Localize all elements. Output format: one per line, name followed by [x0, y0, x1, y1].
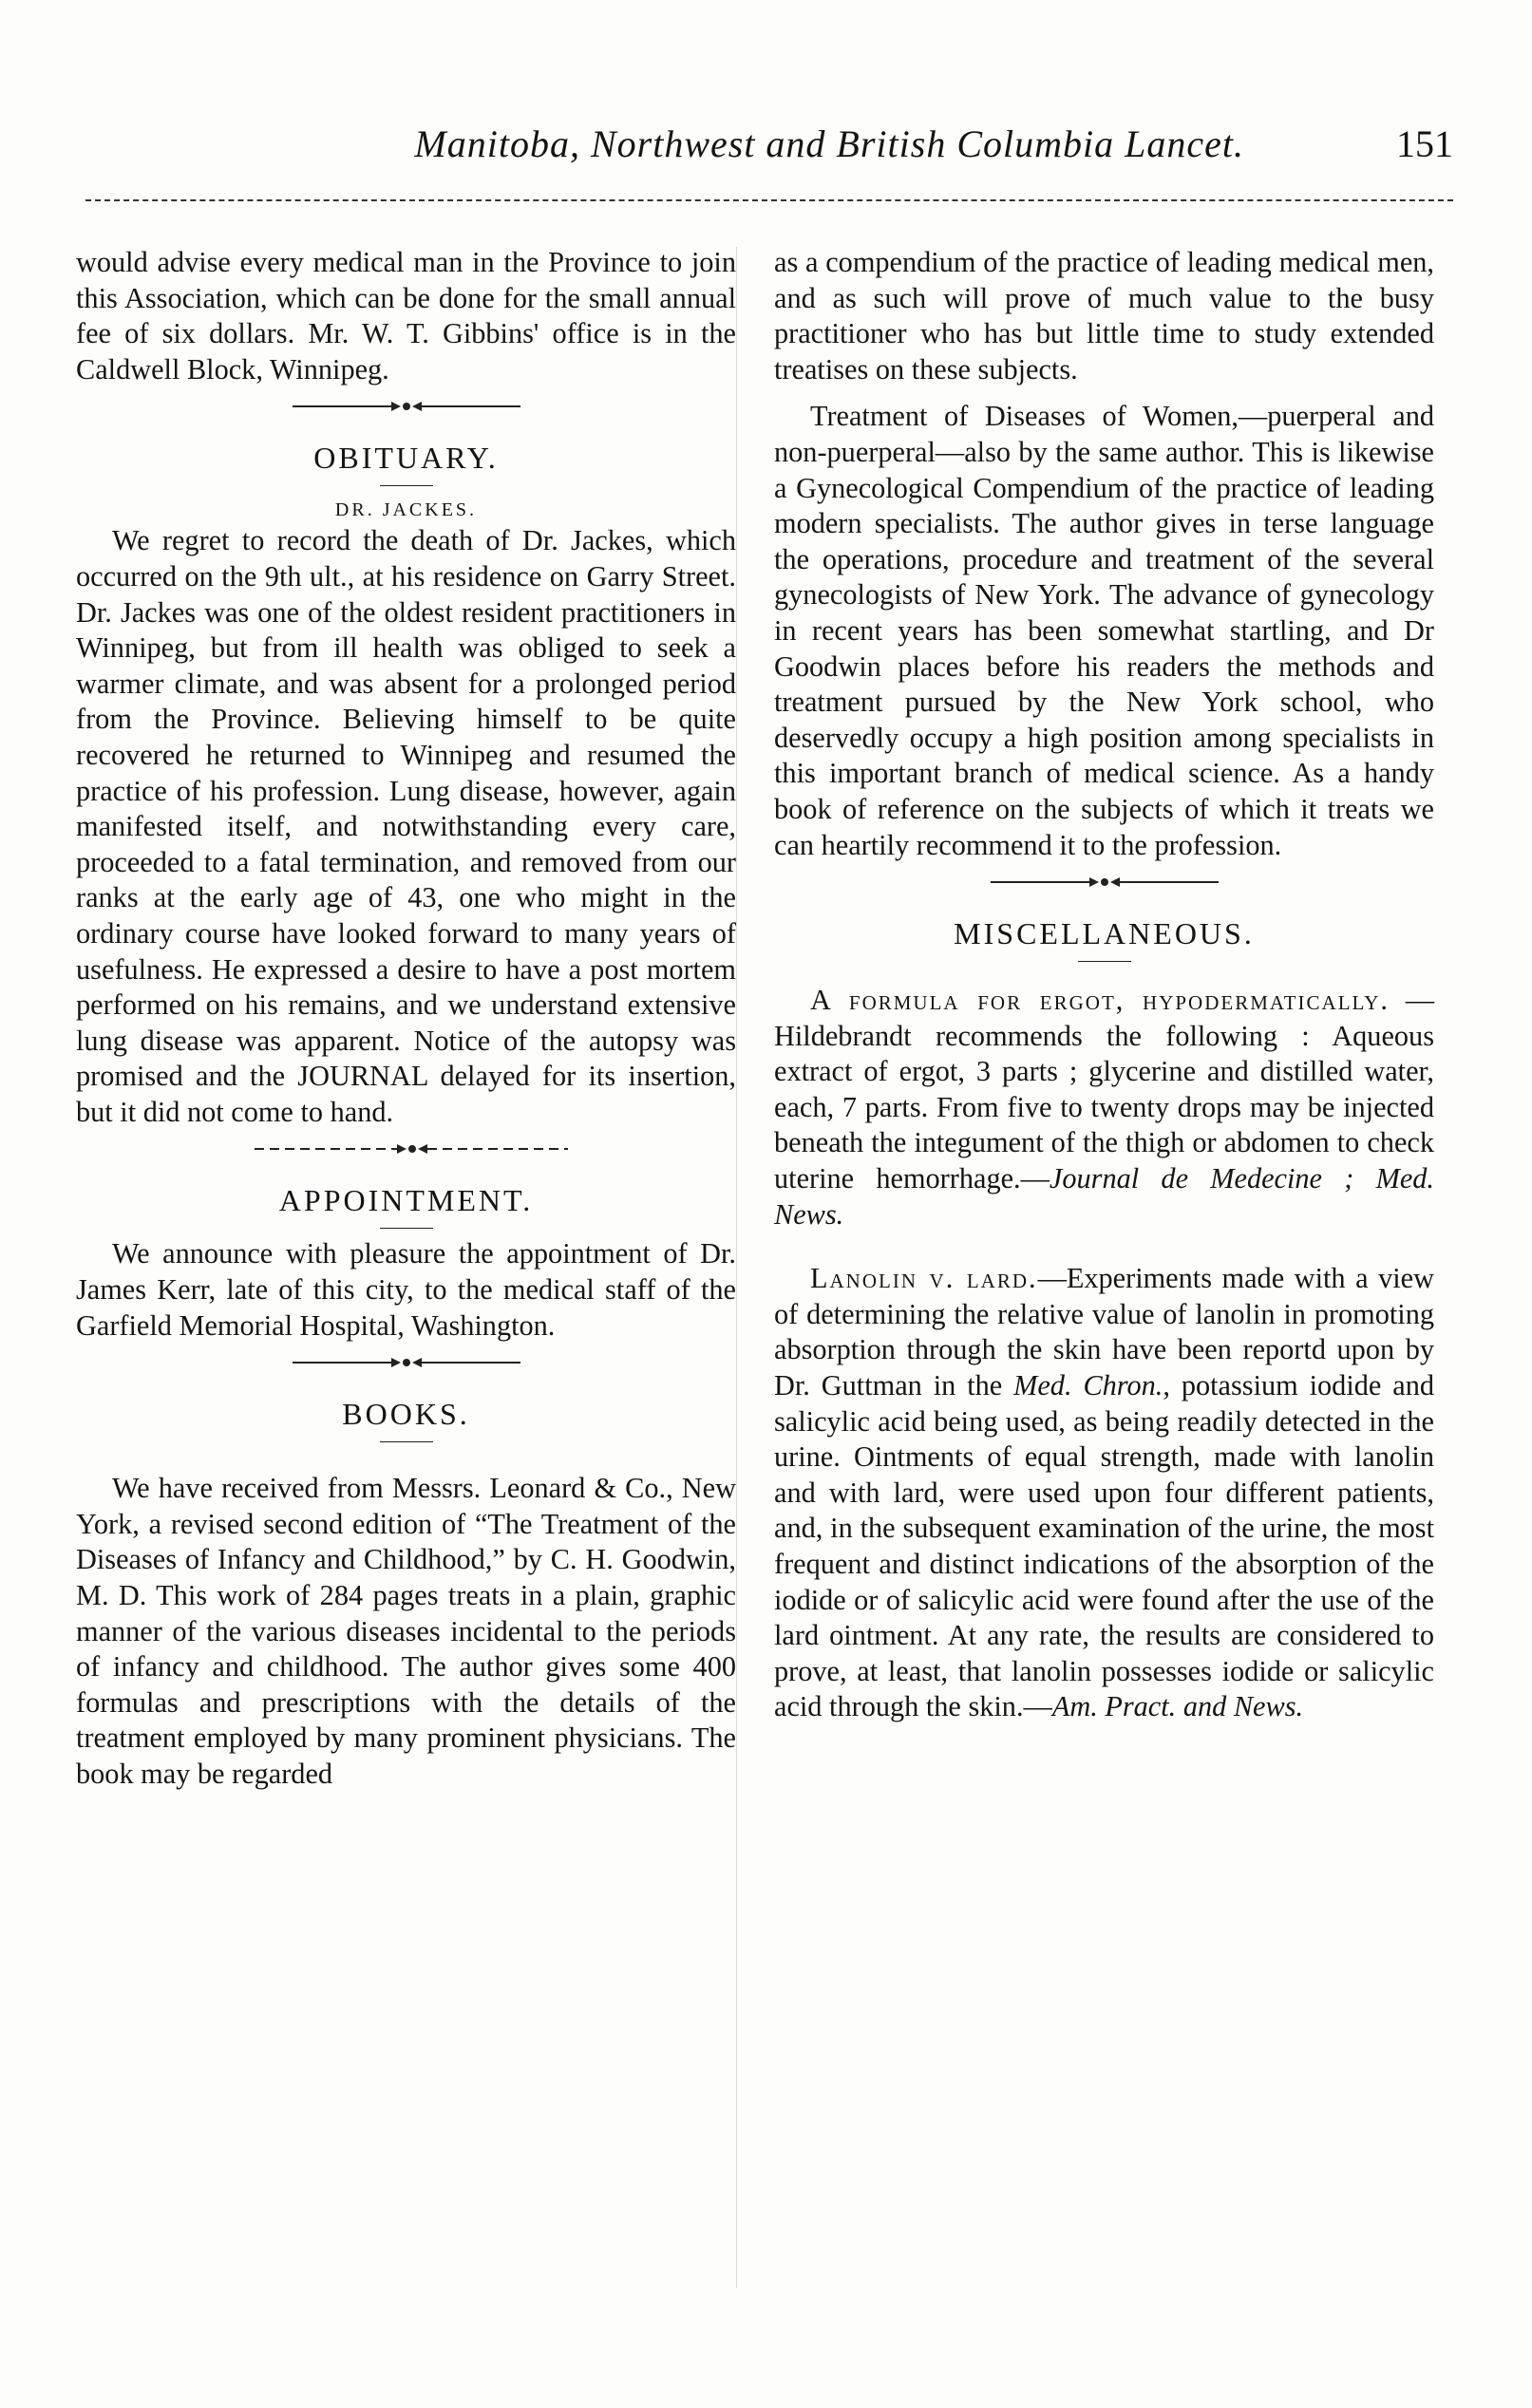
page-number: 151	[1396, 122, 1453, 165]
column-gutter	[736, 247, 737, 2288]
books-heading: BOOKS.	[342, 1397, 470, 1432]
ergot-source: Journal de Medecine ; Med. News.	[774, 1162, 1434, 1231]
ergot-item	[774, 983, 1434, 1232]
obituary-subheading: DR. JACKES.	[334, 499, 478, 521]
womens-diseases-paragraph: Treatment of Diseases of Women,—puerperal and non-puerperal—also by the same author. This is likewise a Gynecological Compendium of the practice of leading modern specialists. The author gives in terse language the operations, procedure and treatment of the several gynecologists of New York. The advance of gynecology in recent years has been somewhat startling, and Dr Goodwin places before his readers the methods and treatment pursued by the New York school, who deservedly occupy a high position among specialists in this important branch of medical science. As a handy book of reference on the subjects of which it treats we can heartily recommend it to the profession.	[774, 400, 1434, 861]
books-continued-paragraph: as a compendium of the practice of leading medical men, and as such will prove of much value to the busy practitioner who has but little time to study extended treatises on these subjects.	[774, 246, 1434, 386]
heading-rule	[380, 1228, 433, 1229]
appointment-heading: APPOINTMENT.	[278, 1183, 534, 1218]
appointment-body: We announce with pleasure the appointment of Dr. James Kerr, late of this city, to the medical staff of the Garfield Memorial Hospital, Washington.	[76, 1237, 736, 1342]
section-ornament	[255, 1353, 558, 1378]
lanolin-item	[774, 1261, 1434, 1725]
page-header	[85, 122, 1453, 188]
lanolin-source: Am. Pract. and News.	[1051, 1690, 1304, 1723]
lanolin-body-continued: , potassium iodide and salicylic acid being used, as being readily detected in the urine. Ointments of equal strength, made with lanolin and with lard, were used upon four different patients, and, in the subsequent examination of the urine, the most frequent and distinct indications of the absorption of the iodide or of salicylic acid were found after the use of the lard ointment. At any rate, the results are considered to prove, at least, that lanolin possesses iodide or salicylic acid through the skin.—	[774, 1369, 1434, 1723]
heading-rule	[1078, 961, 1131, 962]
ergot-title: A formula for ergot, hypodermatically.	[810, 984, 1390, 1017]
miscellaneous-heading: MISCELLANEOUS.	[954, 916, 1255, 951]
left-column	[76, 245, 736, 1793]
lanolin-journal: Med. Chron.	[1013, 1369, 1163, 1402]
section-ornament	[953, 873, 1257, 897]
lanolin-title: Lanolin v. lard.	[810, 1262, 1038, 1295]
section-ornament	[255, 397, 558, 422]
section-ornament	[255, 1139, 558, 1164]
obituary-body: We regret to record the death of Dr. Jackes, which occurred on the 9th ult., at his residence on Garry Street. Dr. Jackes was one of the oldest resident practitioners in Winnipeg, but from ill health was obliged to seek a warmer climate, and was absent for a prolonged period from the Province. Believing himself to be quite recovered he returned to Winnipeg and resumed the practice of his profession. Lung disease, however, again manifested itself, and notwithstanding every care, proceeded to a fatal termination, and removed from our ranks at the early age of 43, one who might in the ordinary course have looked forward to many years of usefulness. He expressed a desire to have a post mortem performed on his remains, and we understand extensive lung disease was apparent. Notice of the autopsy was promised and the JOURNAL delayed for its insertion, but it did not come to hand.	[76, 524, 736, 1128]
books-body: We have received from Messrs. Leonard & Co., New York, a revised second edition of “The Treatment of the Diseases of Infancy and Childhood,” by C. H. Goodwin, M. D. This work of 284 pages treats in a plain, graphic manner of the various diseases incidental to the periods of infancy and childhood. The author gives some 400 formulas and prescriptions with the details of the treatment employed by many prominent physicians. The book may be regarded	[76, 1472, 736, 1790]
ergot-body: — Hildebrandt recommends the following : Aqueous extract of ergot, 3 parts ; glycerine and distilled water, each, 7 parts. From five to twenty drops may be injected beneath the integument of the thigh or abdomen to check uterine hemorrhage.—	[774, 984, 1434, 1195]
heading-rule	[380, 1441, 433, 1442]
association-paragraph: would advise every medical man in the Province to join this Association, which can be done for the small annual fee of six dollars. Mr. W. T. Gibbins' office is in the Caldwell Block, Winnipeg.	[76, 246, 736, 386]
right-column	[774, 245, 1434, 1725]
running-title: Manitoba, Northwest and British Columbia Lancet.	[414, 122, 1244, 165]
header-rule	[85, 199, 1453, 201]
lanolin-body: —Experiments made with a view of determining the relative value of lanolin in promoting absorption through the skin have been reportd upon by Dr. Guttman in the	[774, 1262, 1434, 1402]
heading-rule	[380, 485, 433, 486]
obituary-heading: OBITUARY.	[313, 441, 499, 476]
